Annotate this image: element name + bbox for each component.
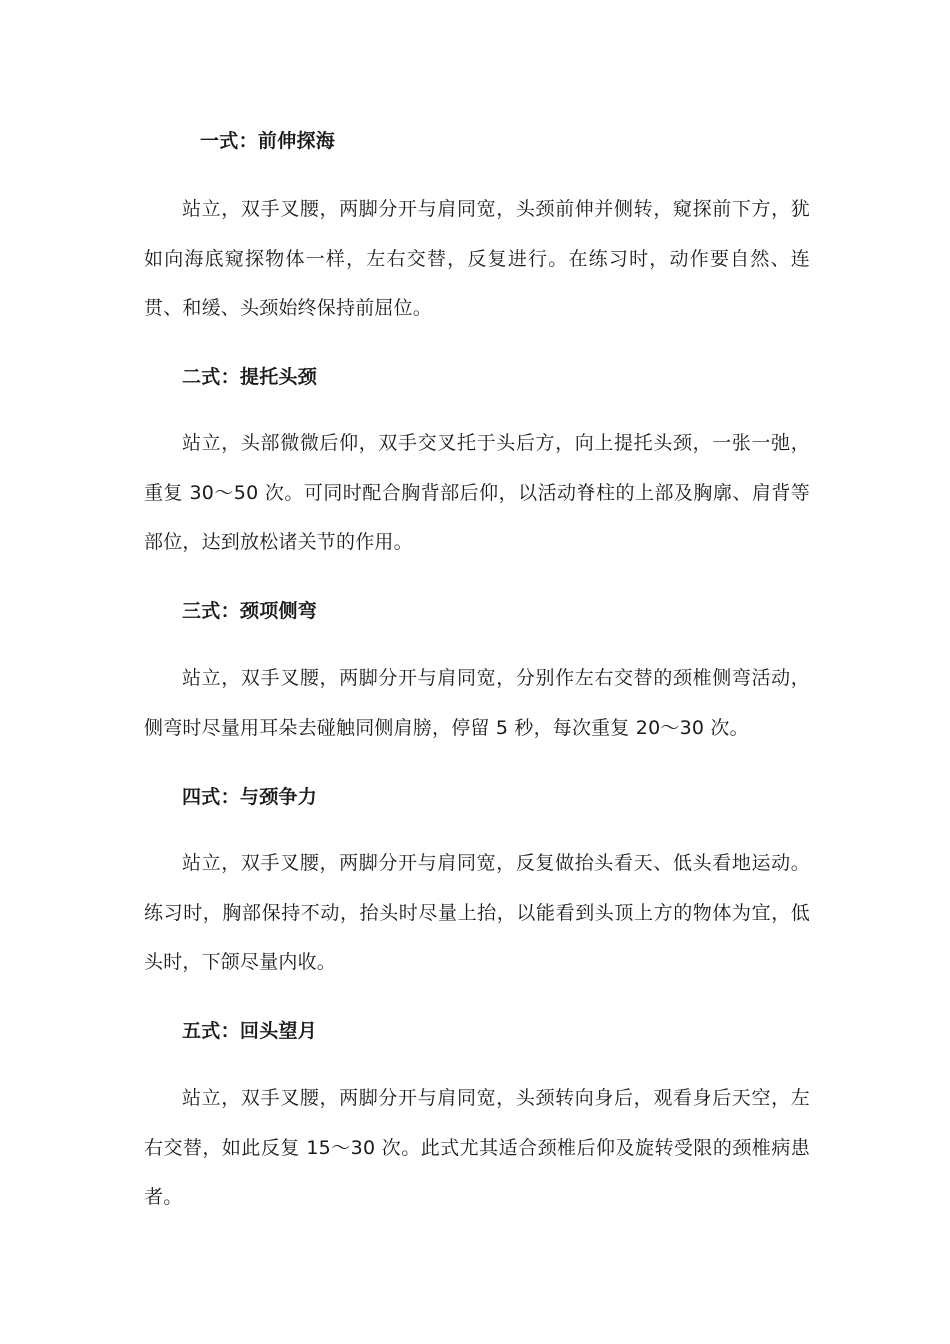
section-heading-3: 三式：颈项侧弯 <box>182 600 318 622</box>
section-body-5: 站立，双手叉腰，两脚分开与肩同宽，头颈转向身后，观看身后天空，左右交替，如此反复 15～30 次。此式尤其适合颈椎后仰及旋转受限的颈椎病患者。 <box>144 1087 810 1208</box>
section-heading-4: 四式：与颈争力 <box>182 786 318 808</box>
section-body-2: 站立，头部微微后仰，双手交叉托于头后方，向上提托头颈，一张一弛，重复 30～50 次。可同时配合胸背部后仰，以活动脊柱的上部及胸廓、肩背等部位，达到放松诸关节的作用。 <box>144 432 810 553</box>
section-body-4: 站立，双手叉腰，两脚分开与肩同宽，反复做抬头看天、低头看地运动。练习时，胸部保持不动，抬头时尽量上抬，以能看到头顶上方的物体为宜，低头时，下颌尽量内收。 <box>144 852 810 973</box>
section-heading-2: 二式：提托头颈 <box>182 366 318 388</box>
section-heading-1: 一式：前伸探海 <box>200 130 336 152</box>
section-body-3: 站立，双手叉腰，两脚分开与肩同宽，分别作左右交替的颈椎侧弯活动，侧弯时尽量用耳朵去碰触同侧肩膀，停留 5 秒，每次重复 20～30 次。 <box>144 667 810 739</box>
section-body-1: 站立，双手叉腰，两脚分开与肩同宽，头颈前伸并侧转，窥探前下方，犹如向海底窥探物体一样，左右交替，反复进行。在练习时，动作要自然、连贯、和缓、头颈始终保持前屈位。 <box>144 198 810 319</box>
section-heading-5: 五式：回头望月 <box>182 1020 318 1042</box>
